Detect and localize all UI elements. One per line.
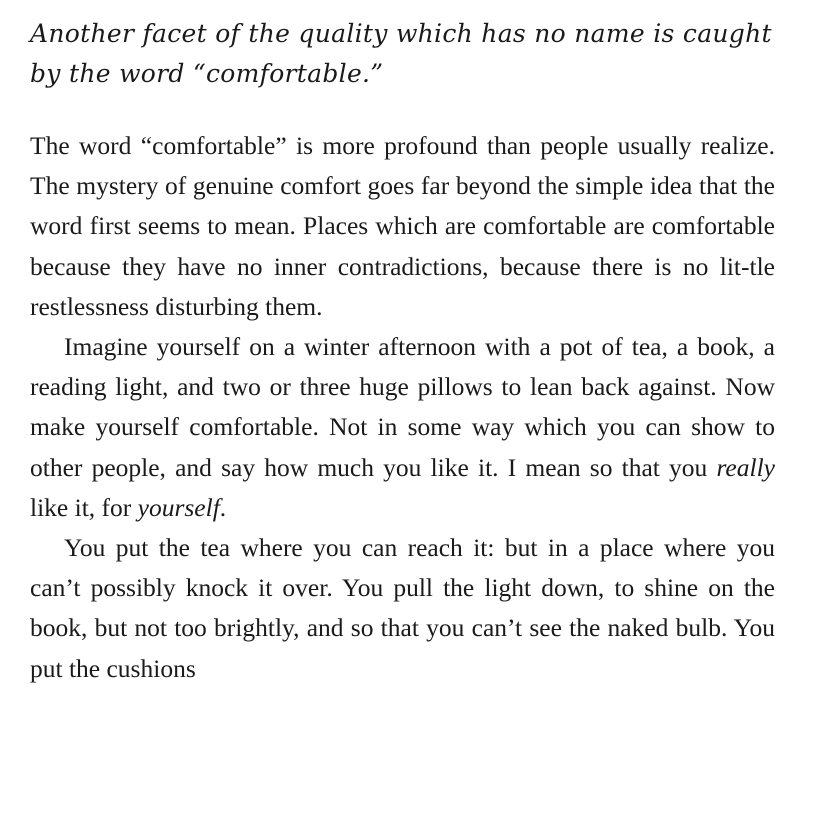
- paragraph-3: You put the tea where you can reach it: but in a place where you can’t possibly knock it over. You pull the light down, to shine on the book, but not too brightly, and so that you can’t see the naked bulb. You put the cushions: [30, 533, 775, 683]
- emphasis-really: really: [716, 452, 775, 482]
- paragraph-2-text-a: Imagine yourself on a winter afternoon with a pot of tea, a book, a reading light, and two or three huge pillows to lean back against. Now make yourself comfortable. Not in some way which you can show to other people, and say how much you like it. I mean so that you: [30, 332, 775, 482]
- emphasis-yourself: yourself: [137, 492, 220, 522]
- section-lead: Another facet of the quality which has no name is caught by the word “comfortable.”: [30, 19, 772, 88]
- paragraph-2-text-b: like it, for: [30, 492, 138, 522]
- paragraph-1: The word “comfortable” is more profound than people usually realize. The mystery of genuine comfort goes far beyond the simple idea that the word first seems to mean. Places which are comfortable are comfortable because they have no inner contradictions, because there is no lit-tle restlessness disturbing them.: [30, 131, 775, 321]
- paragraph-2: [30, 327, 775, 528]
- body-text: [30, 126, 775, 689]
- page: [30, 14, 775, 689]
- paragraph-2-text-c: .: [219, 492, 227, 522]
